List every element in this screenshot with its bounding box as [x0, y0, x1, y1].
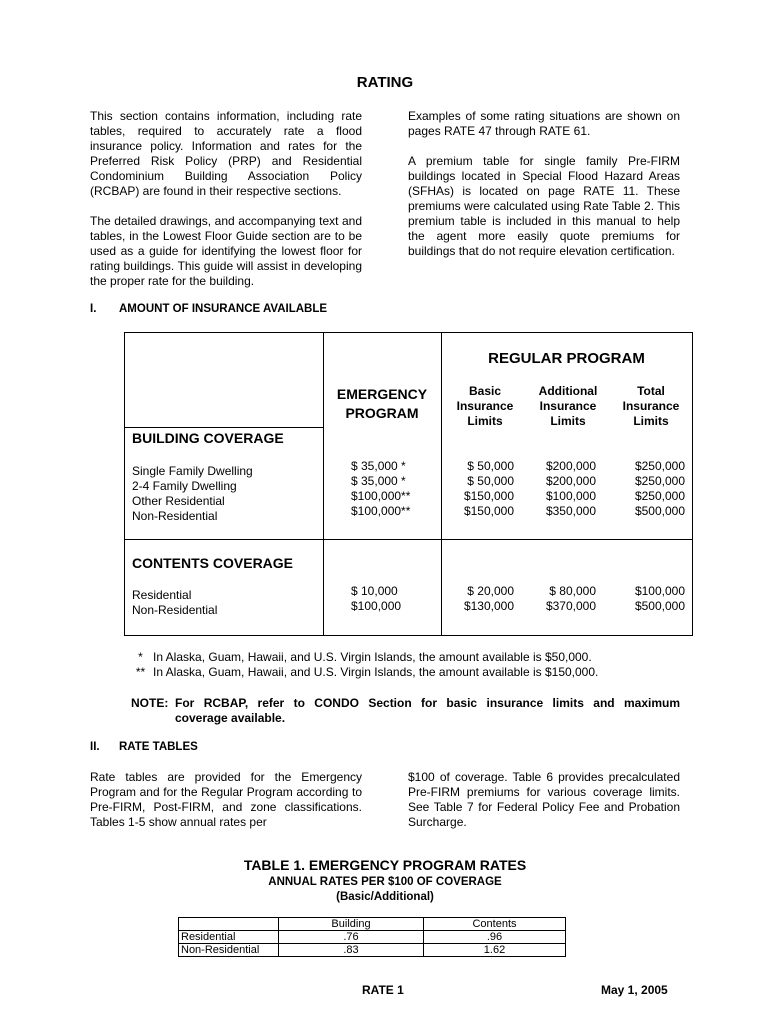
contents-additional-values: $ 80,000 $370,000: [545, 584, 596, 613]
regular-program-header: REGULAR PROGRAM: [488, 350, 645, 367]
row-label: Other Residential: [132, 494, 225, 508]
rate-tables-left-text: Rate tables are provided for the Emergency Program and for the Regular Program according to Pre-FIRM, Post-FIRM, and zone classifications. Tables 1-5 show annual rates per: [90, 770, 362, 829]
contents-emergency-values: $ 10,000 $100,000: [351, 584, 402, 613]
footer-date: May 1, 2005: [601, 983, 668, 997]
table-header-cell: Contents: [424, 918, 566, 931]
intro-paragraph: A premium table for single family Pre-FIRM buildings located in Special Flood Hazard Areas (SFHAs) is located on page RATE 11. These premiums were calculated using Rate Table 2. This premium table is included in this manual to help the agent more easily quote premiums for buildings that do not require elevation certification.: [408, 154, 680, 258]
table-cell: Non-Residential: [179, 944, 279, 957]
row-label: Non-Residential: [132, 509, 218, 523]
intro-right-column: [408, 109, 680, 274]
footer-page-number: RATE 1: [362, 983, 404, 997]
building-emergency-values: $ 35,000 * $ 35,000 * $100,000** $100,000**: [351, 459, 411, 518]
note-line: coverage available.: [175, 711, 286, 725]
table-cell: .76: [279, 931, 424, 944]
additional-limits-header: Additional Insurance Limits: [538, 384, 598, 428]
table-header-cell: Building: [279, 918, 424, 931]
note-line: For RCBAP, refer to CONDO Section for basic insurance limits and maximum: [175, 696, 680, 710]
footnote-mark: *: [138, 650, 143, 664]
contents-coverage-heading: CONTENTS COVERAGE: [132, 555, 294, 571]
building-additional-values: $200,000 $200,000 $100,000 $350,000: [545, 459, 596, 518]
footnote-text: In Alaska, Guam, Hawaii, and U.S. Virgin Islands, the amount available is $150,000.: [153, 665, 599, 679]
building-basic-values: $ 50,000 $ 50,000 $150,000 $150,000: [463, 459, 514, 518]
table1-title: TABLE 1. EMERGENCY PROGRAM RATES: [243, 857, 527, 873]
section-number: II.: [90, 741, 100, 753]
table-cell: .83: [279, 944, 424, 957]
building-total-values: $250,000 $250,000 $250,000 $500,000: [634, 459, 685, 518]
footnotes: [128, 650, 598, 680]
building-labels: [132, 464, 253, 524]
contents-basic-values: $ 20,000 $130,000: [463, 584, 514, 613]
row-label: Residential: [132, 588, 192, 602]
table-cell: 1.62: [424, 944, 566, 957]
amount-of-insurance-table: [124, 332, 693, 636]
contents-labels: [132, 588, 217, 618]
intro-paragraph: This section contains information, including rate tables, required to accurately rate a flood insurance policy. Information and rates for the Preferred Risk Policy (PRP) and Residential Condominium Building Association Policy (RCBAP) are found in their respective sections.: [90, 109, 362, 198]
row-label: 2-4 Family Dwelling: [132, 479, 237, 493]
intro-paragraph: Examples of some rating situations are shown on pages RATE 47 through RATE 61.: [408, 109, 680, 138]
section-heading-rate-tables: [90, 741, 198, 753]
row-label: Non-Residential: [132, 603, 218, 617]
row-label: Single Family Dwelling: [132, 464, 253, 478]
section-title: AMOUNT OF INSURANCE AVAILABLE: [119, 303, 328, 315]
page-title: RATING: [356, 74, 414, 91]
building-coverage-heading: BUILDING COVERAGE: [132, 430, 284, 446]
rate-tables-right-text: $100 of coverage. Table 6 provides precalculated Pre-FIRM premiums for various coverage limits. See Table 7 for Federal Policy Fee and Probation Surcharge.: [408, 770, 680, 829]
table1-emergency-rates: [178, 917, 566, 957]
section-heading-amount: [90, 303, 327, 315]
table-header-cell: [179, 918, 279, 931]
section-title: RATE TABLES: [119, 741, 198, 753]
total-limits-header: Total Insurance Limits: [622, 384, 680, 428]
table1-subtitle-2: (Basic/Additional): [336, 891, 434, 903]
contents-total-values: $100,000 $500,000: [634, 584, 685, 613]
rcbap-note: [131, 696, 680, 726]
table-row: [179, 931, 566, 944]
section-number: I.: [90, 303, 97, 315]
footnote-text: In Alaska, Guam, Hawaii, and U.S. Virgin Islands, the amount available is $50,000.: [153, 650, 592, 664]
note-label: NOTE:: [131, 696, 169, 710]
emergency-program-header: EMERGENCY PROGRAM: [336, 386, 428, 421]
table-row: [179, 944, 566, 957]
intro-left-column: [90, 109, 362, 304]
table-cell: .96: [424, 931, 566, 944]
table-header-row: [179, 918, 566, 931]
footnote-mark: **: [135, 665, 146, 679]
intro-paragraph: The detailed drawings, and accompanying text and tables, in the Lowest Floor Guide section are to be used as a guide for identifying the lowest floor for rating buildings. This guide will assist in developing the proper rate for the building.: [90, 214, 362, 288]
table1-subtitle: ANNUAL RATES PER $100 OF COVERAGE: [268, 876, 502, 888]
basic-limits-header: Basic Insurance Limits: [456, 384, 514, 428]
table-cell: Residential: [179, 931, 279, 944]
